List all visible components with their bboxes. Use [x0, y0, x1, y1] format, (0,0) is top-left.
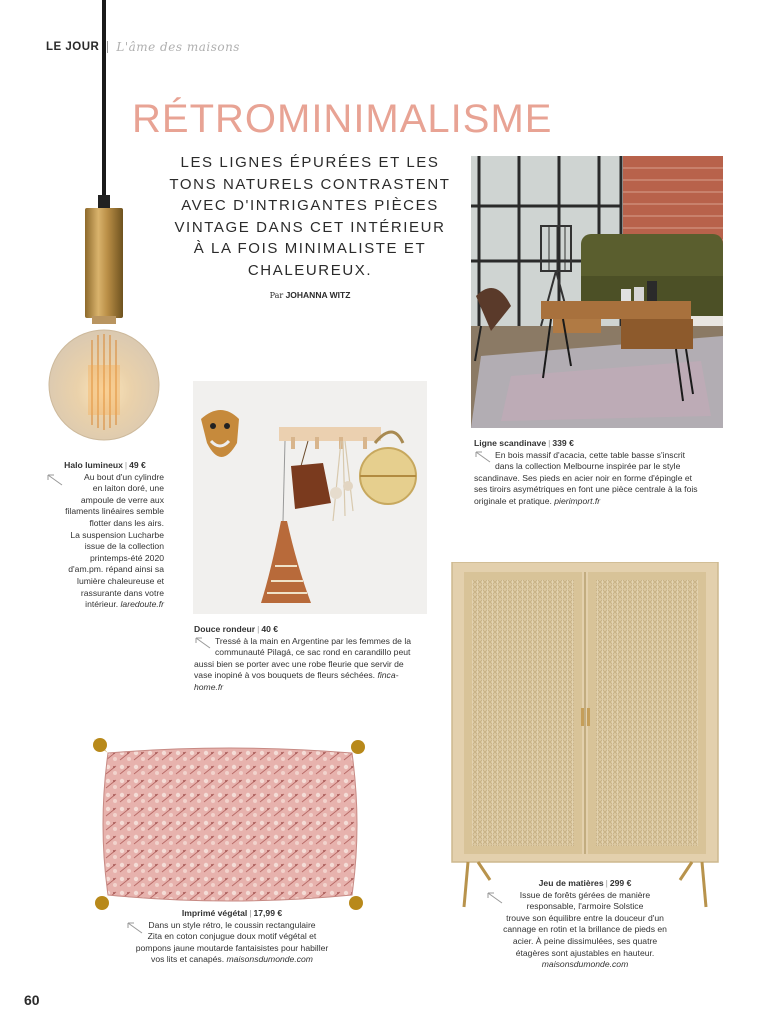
caption-line: Issue de forêts gérées de manière — [519, 889, 651, 900]
product-price: 49 € — [129, 460, 146, 470]
wall-hooks-bag-photo — [193, 381, 427, 614]
product-price: 17,99 € — [253, 908, 283, 918]
caption-line: rassurante dans votre — [80, 587, 164, 598]
pendant-lamp-image — [40, 0, 170, 460]
product-price: 299 € — [609, 878, 632, 888]
caption-line: scandinave. Ses pieds en acier noir en forme d'épingle et — [474, 472, 693, 483]
shop-link[interactable]: maisonsdumonde.com — [541, 959, 629, 970]
page-number: 60 — [24, 992, 40, 1008]
arrow-up-left-icon — [486, 892, 503, 904]
caption-line: lumière chaleureuse et — [77, 575, 164, 586]
product-price: 40 € — [261, 624, 279, 634]
intro-line: À LA FOIS MINIMALISTE ET — [193, 240, 427, 257]
product-name: Douce rondeur — [194, 624, 256, 634]
product-name: Imprimé végétal — [181, 908, 248, 918]
product-price: 339 € — [552, 438, 574, 448]
caption-line: issue de la collection — [84, 541, 164, 552]
caption-line: dans la collection Melbourne inspirée par le style — [495, 461, 681, 472]
caption-line: Zita en coton conjugue doux motif végétal et — [147, 931, 317, 942]
product-name: Ligne scandinave — [474, 438, 547, 448]
shop-link[interactable]: home.fr — [194, 681, 224, 692]
product-name: Halo lumineux — [64, 460, 123, 470]
cushion-image — [90, 735, 370, 917]
caption-jeu-de-matieres: Jeu de matières | 299 € Issue de forêts gérées de manière responsable, l'armoire Solstice trouve son équilibre entre la douceur d'un cannage en rotin et la brillance de pieds en acier. À peine dissimulées, ses quatre étagères sont ajustables en hauteur. maisonsdumonde.com — [490, 878, 680, 971]
section-subtitle: L'âme des maisons — [116, 40, 240, 54]
caption-line: aussi bien se porter avec une robe fleurie que servir de — [194, 658, 404, 669]
caption-line: responsable, l'armoire Solstice — [526, 901, 644, 912]
shop-link[interactable]: laredoute.fr — [120, 599, 164, 610]
caption-line: acier. À peine dissimulées, ses quatre — [512, 935, 658, 946]
caption-line: en laiton doré, une — [92, 483, 164, 494]
article-intro — [160, 152, 460, 281]
arrow-up-left-icon — [194, 637, 211, 649]
caption-line: trouve son équilibre entre la douceur d'un — [506, 912, 664, 923]
caption-line: vase inopiné à vos bouquets de fleurs séchées. — [194, 670, 376, 681]
caption-line: d'am.pm. répand ainsi sa — [68, 564, 164, 575]
intro-line: VINTAGE DANS CET INTÉRIEUR — [174, 218, 446, 236]
article-title: RÉTROMINIMALISME — [132, 97, 553, 141]
caption-line: En bois massif d'acacia, cette table basse s'inscrit — [495, 449, 686, 460]
arrow-up-left-icon — [474, 451, 491, 463]
caption-line: pompons jaune moutarde fantaisistes pour habiller — [135, 942, 329, 953]
caption-line: flotter dans les airs. — [89, 517, 164, 528]
section-label: LE JOUR — [46, 41, 100, 53]
caption-line: Dans un style rétro, le coussin rectangulaire — [148, 919, 316, 930]
rattan-cabinet-image — [450, 562, 720, 910]
caption-line: filaments linéaires semble — [65, 506, 164, 517]
caption-line: Au bout d'un cylindre — [84, 471, 164, 482]
caption-halo-lumineux: Halo lumineux | 49 € Au bout d'un cylindre en laiton doré, une ampoule de verre aux filaments linéaires semble flotter dans les airs. La suspension Lucharbe issue de la collection printemps-été 2020 d'am.pm. répand ainsi sa lumière chaleureuse et rassurante dans votre intérieur. laredoute.fr — [46, 460, 164, 611]
caption-line: La suspension Lucharbe — [70, 529, 164, 540]
shop-link[interactable]: maisonsdumonde.com — [226, 954, 313, 965]
shop-link[interactable]: finca- — [377, 670, 399, 681]
caption-line: cannage en rotin et la brillance de pieds en — [503, 924, 667, 935]
intro-line: TONS NATURELS CONTRASTENT — [169, 175, 451, 193]
caption-line: originale et pratique. — [474, 495, 552, 506]
byline-author: JOHANNA WITZ — [285, 290, 351, 300]
arrow-up-left-icon — [126, 922, 143, 934]
caption-douce-rondeur: Douce rondeur | 40 € Tressé à la main en Argentine par les femmes de la communauté Pilagá, ce sac rond en carandillo peut aussi bien se porter avec une robe fleurie que servir de vase inopiné à vos bouquets de fleurs séchées. finca- home.fr — [194, 624, 426, 694]
caption-line: intérieur. — [85, 599, 119, 610]
intro-line: LES LIGNES ÉPURÉES ET LES — [180, 154, 440, 171]
caption-ligne-scandinave: Ligne scandinave | 339 € En bois massif d'acacia, cette table basse s'inscrit dans la collection Melbourne inspirée par le style scandinave. Ses pieds en acier noir en forme d'épingle et ses tiroirs asymétriques en font une pièce centrale à la fois originale et pratique. pierimport.fr — [474, 438, 724, 508]
caption-line: Tressé à la main en Argentine par les femmes de la — [215, 635, 412, 646]
caption-line: étagères sont ajustables en hauteur. — [515, 947, 655, 958]
caption-line: ses tiroirs asymétriques en font une pièce centrale à la fois — [474, 484, 698, 495]
arrow-up-left-icon — [46, 474, 63, 486]
caption-line: communauté Pilagá, ce sac rond en carandillo peut — [215, 647, 411, 658]
intro-line: AVEC D'INTRIGANTES PIÈCES — [181, 197, 439, 214]
caption-line: ampoule de verre aux — [80, 494, 164, 505]
byline — [160, 290, 460, 300]
byline-prefix: Par — [269, 291, 284, 300]
caption-imprime-vegetal: Imprimé végétal | 17,99 € Dans un style rétro, le coussin rectangulaire Zita en coton conjugue doux motif végétal et pompons jaune moutarde fantaisistes pour habiller vos lits et canapés. maisonsdumonde.com — [122, 908, 342, 966]
caption-line: vos lits et canapés. — [151, 954, 225, 965]
shop-link[interactable]: pierimport.fr — [554, 495, 601, 506]
product-name: Jeu de matières — [538, 878, 604, 888]
living-room-photo — [471, 156, 723, 428]
caption-line: printemps-été 2020 — [89, 552, 164, 563]
intro-line: CHALEUREUX. — [247, 261, 373, 279]
